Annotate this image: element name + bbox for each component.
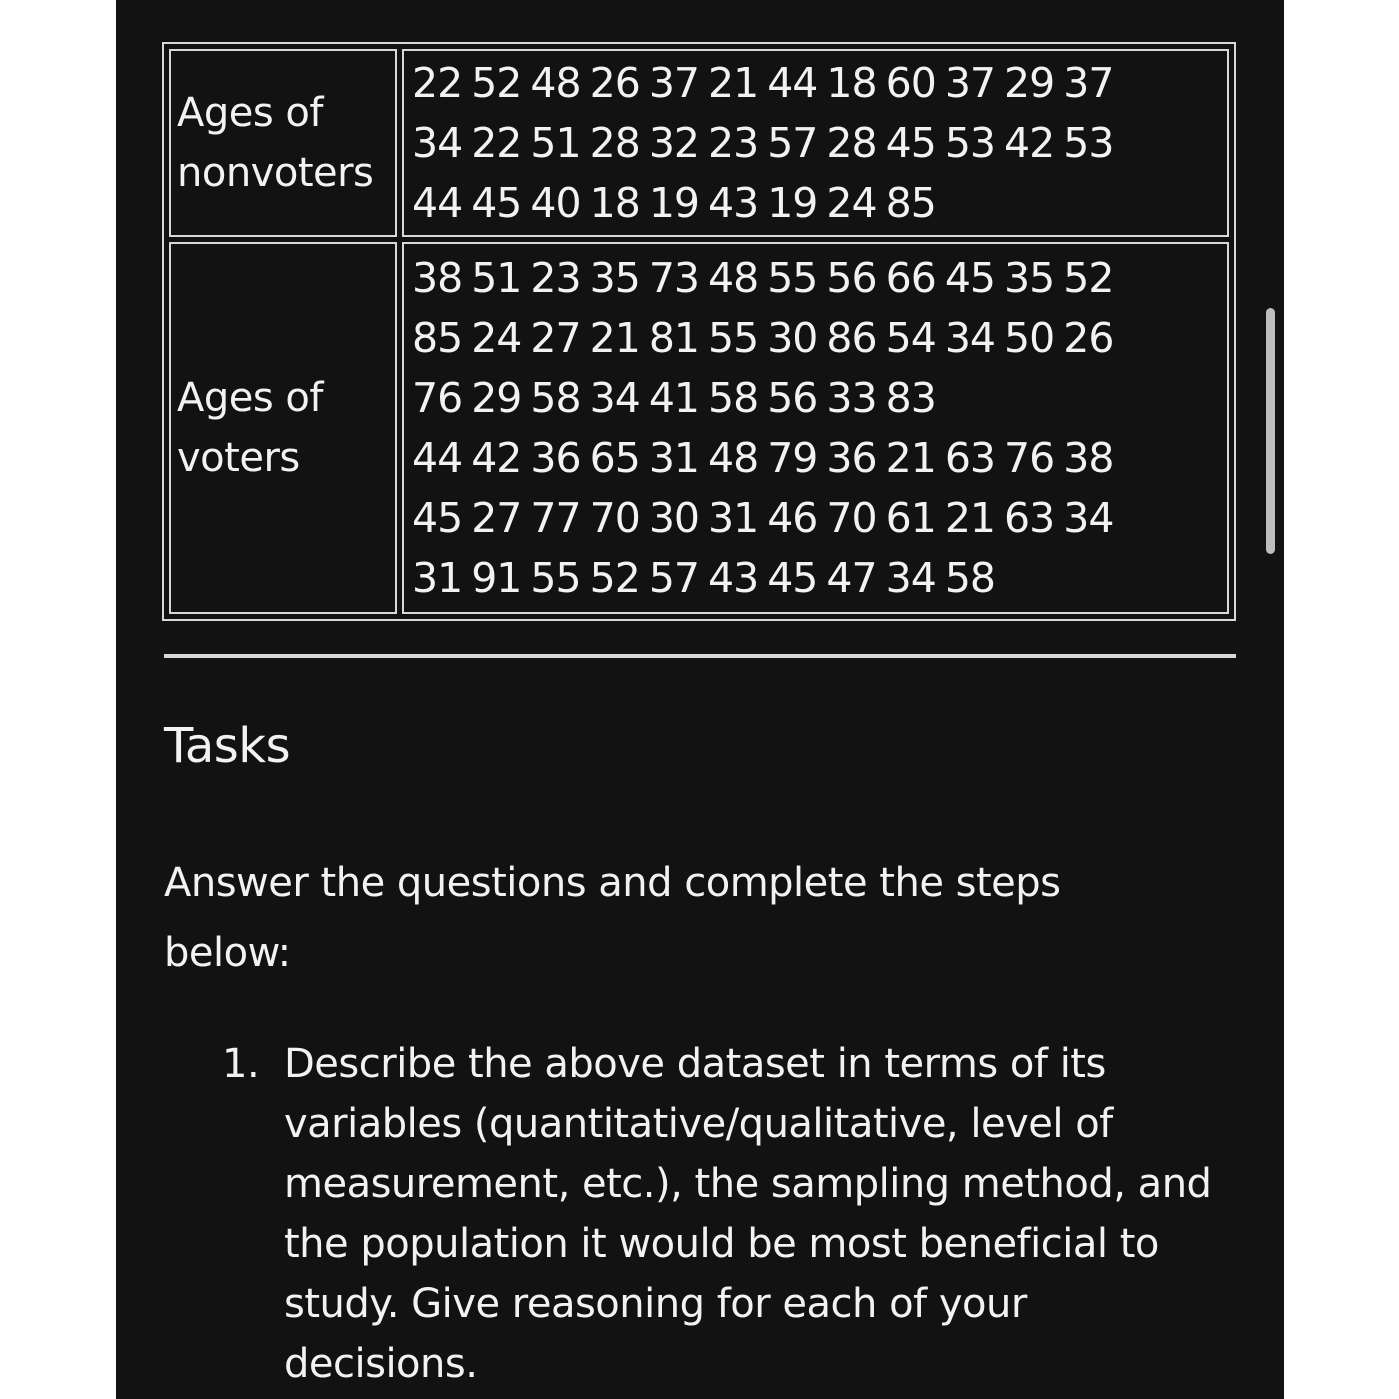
table-row-nonvoters xyxy=(169,49,1229,237)
row-values-voters xyxy=(402,242,1229,614)
row-label-voters: Ages of voters xyxy=(169,242,397,614)
scrollbar-thumb[interactable] xyxy=(1266,308,1275,554)
value-line: 44 45 40 18 19 43 19 24 85 xyxy=(412,179,936,227)
value-line: 45 27 77 70 30 31 46 70 61 21 63 34 xyxy=(412,494,1114,542)
value-line: 85 24 27 21 81 55 30 86 54 34 50 26 xyxy=(412,314,1114,362)
row-values-nonvoters xyxy=(402,49,1229,237)
instructions-text: Answer the questions and complete the steps below: xyxy=(164,860,1061,976)
value-line: 76 29 58 34 41 58 56 33 83 xyxy=(412,374,936,422)
content-panel xyxy=(116,0,1284,1399)
task-number: 1. xyxy=(222,1041,260,1087)
value-line: 34 22 51 28 32 23 57 28 45 53 42 53 xyxy=(412,119,1114,167)
list-item xyxy=(222,1034,1232,1394)
value-line: 22 52 48 26 37 21 44 18 60 37 29 37 xyxy=(412,59,1114,107)
task-list xyxy=(222,1034,1232,1394)
row-label-nonvoters: Ages of nonvoters xyxy=(169,49,397,237)
value-line: 31 91 55 52 57 43 45 47 34 58 xyxy=(412,554,996,602)
value-line: 44 42 36 65 31 48 79 36 21 63 76 38 xyxy=(412,434,1114,482)
tasks-heading: Tasks xyxy=(164,718,291,774)
table-row-voters xyxy=(169,242,1229,614)
ages-data-table xyxy=(162,42,1236,621)
value-line: 38 51 23 35 73 48 55 56 66 45 35 52 xyxy=(412,254,1114,302)
section-divider xyxy=(164,654,1236,658)
task-text: Describe the above dataset in terms of its variables (quantitative/qualitative, level of measurement, etc.), the sampling method, and the population it would be most beneficial to study. Give reasoning for each of your decisions. xyxy=(284,1041,1212,1387)
